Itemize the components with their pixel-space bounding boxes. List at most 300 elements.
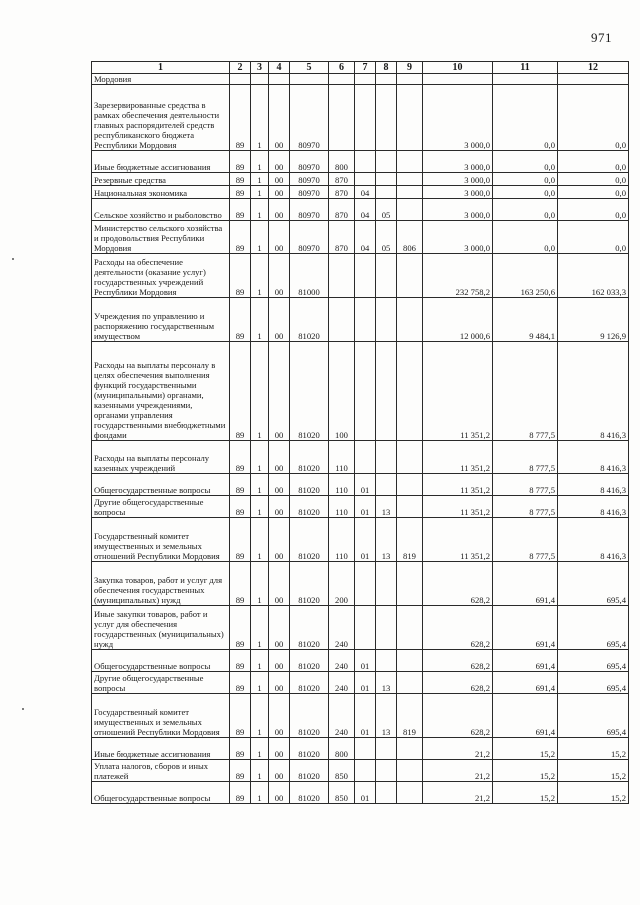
amount-col-12: 695,4 [558,562,629,606]
code-target: 81020 [290,562,329,606]
code-subchapter [376,474,397,496]
code-section-1: 1 [251,650,269,672]
code-ministry: 819 [397,518,423,562]
code-expense-type: 800 [329,738,355,760]
code-chapter [355,254,376,298]
code-ministry [397,342,423,441]
code-section-2: 00 [269,221,290,254]
amount-col-11: 15,2 [493,738,558,760]
item-name: Государственный комитет имущественных и земельных отношений Республики Мордовия [92,694,230,738]
code-target: 80970 [290,85,329,151]
amount-col-11: 0,0 [493,186,558,199]
code-section-2: 00 [269,186,290,199]
code-section-2: 00 [269,85,290,151]
page-number: 971 [591,30,612,45]
code-expense-type: 110 [329,441,355,474]
code-chapter: 04 [355,186,376,199]
amount-col-12: 695,4 [558,606,629,650]
amount-col-11: 15,2 [493,760,558,782]
amount-col-10: 628,2 [423,606,493,650]
table-row [92,186,629,199]
amount-col-10: 11 351,2 [423,342,493,441]
code-chapter: 01 [355,782,376,804]
table-row [92,562,629,606]
amount-col-12: 0,0 [558,173,629,186]
table-row [92,672,629,694]
code-subchapter [376,562,397,606]
code-subchapter: 13 [376,518,397,562]
code-section-1: 1 [251,496,269,518]
table-row [92,199,629,221]
amount-col-11: 691,4 [493,672,558,694]
code-grbs: 89 [230,562,251,606]
code-target: 81020 [290,518,329,562]
code-target: 81020 [290,650,329,672]
amount-col-11: 8 777,5 [493,474,558,496]
item-name: Расходы на выплаты персоналу казенных учреждений [92,441,230,474]
amount-col-11: 691,4 [493,562,558,606]
code-chapter [355,298,376,342]
code-section-2: 00 [269,441,290,474]
scan-speck [22,708,24,710]
amount-col-10: 232 758,2 [423,254,493,298]
code-section-2: 00 [269,738,290,760]
column-number-row [92,62,629,74]
code-chapter [355,738,376,760]
column-header: 5 [290,62,329,74]
code-subchapter: 13 [376,496,397,518]
code-grbs: 89 [230,760,251,782]
code-chapter: 01 [355,496,376,518]
code-ministry: 806 [397,221,423,254]
amount-col-10: 3 000,0 [423,221,493,254]
code-target: 81020 [290,441,329,474]
code-subchapter: 13 [376,672,397,694]
code-expense-type: 110 [329,474,355,496]
code-section-1: 1 [251,782,269,804]
item-name: Сельское хозяйство и рыболовство [92,199,230,221]
code-subchapter [376,186,397,199]
amount-col-10: 11 351,2 [423,474,493,496]
amount-col-10: 12 000,6 [423,298,493,342]
amount-col-12: 0,0 [558,199,629,221]
item-name: Иные закупки товаров, работ и услуг для обеспечения государственных (муниципальных) нужд [92,606,230,650]
code-section-1: 1 [251,151,269,173]
code-section-1: 1 [251,186,269,199]
code-expense-type [329,254,355,298]
column-header: 8 [376,62,397,74]
item-name: Иные бюджетные ассигнования [92,738,230,760]
scan-speck [12,258,14,260]
table-row [92,606,629,650]
amount-col-12: 0,0 [558,85,629,151]
amount-col-12: 8 416,3 [558,441,629,474]
code-ministry [397,254,423,298]
column-header: 12 [558,62,629,74]
item-name: Мордовия [92,74,230,85]
code-section-2: 00 [269,173,290,186]
code-chapter: 01 [355,650,376,672]
code-grbs: 89 [230,298,251,342]
code-target: 81000 [290,254,329,298]
column-header: 10 [423,62,493,74]
code-section-2: 00 [269,298,290,342]
item-name: Расходы на выплаты персоналу в целях обеспечения выполнения функций государственными (муниципальными) органами, казенными учреждениями, органами управления государственными внебюджетными фондами [92,342,230,441]
code-expense-type: 240 [329,672,355,694]
amount-col-10: 628,2 [423,650,493,672]
code-grbs: 89 [230,672,251,694]
code-expense-type: 870 [329,186,355,199]
code-subchapter [376,760,397,782]
column-header: 4 [269,62,290,74]
amount-col-12: 0,0 [558,221,629,254]
code-chapter: 01 [355,672,376,694]
code-section-1: 1 [251,173,269,186]
code-grbs: 89 [230,518,251,562]
amount-col-10: 11 351,2 [423,518,493,562]
code-grbs [230,74,251,85]
code-target: 80970 [290,186,329,199]
amount-col-10: 11 351,2 [423,441,493,474]
amount-col-11: 0,0 [493,173,558,186]
code-section-1: 1 [251,199,269,221]
code-section-1: 1 [251,672,269,694]
amount-col-12: 15,2 [558,782,629,804]
code-grbs: 89 [230,650,251,672]
amount-col-11: 0,0 [493,151,558,173]
code-section-2: 00 [269,606,290,650]
code-section-1: 1 [251,342,269,441]
code-target: 80970 [290,173,329,186]
amount-col-12: 0,0 [558,151,629,173]
code-ministry [397,85,423,151]
code-chapter [355,74,376,85]
code-section-2: 00 [269,254,290,298]
code-subchapter [376,650,397,672]
code-section-1: 1 [251,474,269,496]
item-name: Расходы на обеспечение деятельности (оказание услуг) государственных учреждений Республики Мордовия [92,254,230,298]
code-ministry [397,562,423,606]
code-section-1: 1 [251,221,269,254]
code-subchapter [376,738,397,760]
code-grbs: 89 [230,496,251,518]
item-name: Уплата налогов, сборов и иных платежей [92,760,230,782]
code-expense-type: 240 [329,694,355,738]
code-ministry [397,760,423,782]
code-section-1: 1 [251,441,269,474]
amount-col-12: 8 416,3 [558,518,629,562]
table-row [92,221,629,254]
amount-col-11: 15,2 [493,782,558,804]
code-grbs: 89 [230,199,251,221]
code-subchapter [376,606,397,650]
column-header: 7 [355,62,376,74]
budget-table [91,61,629,804]
code-grbs: 89 [230,342,251,441]
code-target: 81020 [290,606,329,650]
item-name: Общегосударственные вопросы [92,650,230,672]
code-section-2: 00 [269,474,290,496]
code-ministry [397,151,423,173]
item-name: Учреждения по управлению и распоряжению государственным имуществом [92,298,230,342]
amount-col-10: 3 000,0 [423,173,493,186]
code-expense-type: 870 [329,199,355,221]
code-expense-type [329,85,355,151]
code-expense-type: 110 [329,496,355,518]
table-row [92,173,629,186]
code-ministry [397,650,423,672]
table-row [92,441,629,474]
amount-col-10: 3 000,0 [423,186,493,199]
code-subchapter [376,74,397,85]
code-subchapter [376,298,397,342]
code-ministry [397,74,423,85]
code-ministry [397,496,423,518]
code-grbs: 89 [230,694,251,738]
code-subchapter: 13 [376,694,397,738]
code-expense-type: 870 [329,221,355,254]
code-expense-type: 110 [329,518,355,562]
code-grbs: 89 [230,782,251,804]
code-section-1 [251,74,269,85]
code-ministry [397,738,423,760]
code-chapter: 04 [355,221,376,254]
amount-col-11: 691,4 [493,650,558,672]
amount-col-12: 8 416,3 [558,496,629,518]
code-expense-type: 240 [329,606,355,650]
code-chapter [355,342,376,441]
table-row [92,298,629,342]
code-subchapter [376,254,397,298]
code-grbs: 89 [230,221,251,254]
code-section-1: 1 [251,694,269,738]
code-ministry [397,298,423,342]
code-chapter: 04 [355,199,376,221]
amount-col-12: 695,4 [558,694,629,738]
code-target [290,74,329,85]
amount-col-11: 8 777,5 [493,518,558,562]
code-expense-type [329,74,355,85]
code-grbs: 89 [230,173,251,186]
table-row [92,694,629,738]
code-section-2: 00 [269,518,290,562]
item-name: Закупка товаров, работ и услуг для обеспечения государственных (муниципальных) нужд [92,562,230,606]
code-grbs: 89 [230,738,251,760]
code-expense-type: 100 [329,342,355,441]
code-target: 81020 [290,760,329,782]
item-name: Министерство сельского хозяйства и продовольствия Республики Мордовия [92,221,230,254]
item-name: Национальная экономика [92,186,230,199]
code-target: 80970 [290,221,329,254]
column-header: 6 [329,62,355,74]
code-chapter [355,173,376,186]
amount-col-10: 628,2 [423,672,493,694]
code-subchapter [376,342,397,441]
code-section-2: 00 [269,496,290,518]
code-target: 81020 [290,738,329,760]
code-ministry [397,441,423,474]
table-row [92,738,629,760]
code-target: 81020 [290,496,329,518]
code-ministry [397,199,423,221]
code-chapter: 01 [355,694,376,738]
amount-col-10: 628,2 [423,562,493,606]
code-ministry [397,782,423,804]
code-ministry [397,186,423,199]
table-row [92,518,629,562]
code-target: 80970 [290,199,329,221]
column-header: 9 [397,62,423,74]
code-expense-type: 870 [329,173,355,186]
code-chapter: 01 [355,474,376,496]
amount-col-11: 9 484,1 [493,298,558,342]
column-header: 11 [493,62,558,74]
code-subchapter: 05 [376,199,397,221]
table-row [92,342,629,441]
amount-col-11: 8 777,5 [493,441,558,474]
code-chapter [355,606,376,650]
table-row [92,254,629,298]
code-target: 81020 [290,474,329,496]
code-section-1: 1 [251,85,269,151]
code-chapter [355,441,376,474]
code-ministry [397,474,423,496]
code-target: 81020 [290,298,329,342]
item-name: Государственный комитет имущественных и земельных отношений Республики Мордовия [92,518,230,562]
code-section-2: 00 [269,562,290,606]
code-section-2: 00 [269,760,290,782]
code-chapter [355,562,376,606]
item-name: Другие общегосударственные вопросы [92,496,230,518]
code-section-1: 1 [251,298,269,342]
code-grbs: 89 [230,85,251,151]
code-section-1: 1 [251,562,269,606]
amount-col-12: 9 126,9 [558,298,629,342]
item-name: Резервные средства [92,173,230,186]
amount-col-10: 11 351,2 [423,496,493,518]
amount-col-12: 0,0 [558,186,629,199]
code-grbs: 89 [230,254,251,298]
code-subchapter [376,441,397,474]
code-chapter [355,85,376,151]
amount-col-11: 691,4 [493,694,558,738]
code-section-2: 00 [269,694,290,738]
code-expense-type [329,298,355,342]
table-row [92,74,629,85]
code-subchapter [376,85,397,151]
column-header: 3 [251,62,269,74]
code-expense-type: 240 [329,650,355,672]
amount-col-12: 695,4 [558,672,629,694]
code-ministry [397,606,423,650]
amount-col-12: 15,2 [558,760,629,782]
table-row [92,782,629,804]
column-header: 2 [230,62,251,74]
amount-col-11: 0,0 [493,85,558,151]
amount-col-10: 3 000,0 [423,199,493,221]
code-subchapter [376,173,397,186]
table-row [92,474,629,496]
item-name: Зарезервированные средства в рамках обеспечения деятельности главных распорядителей средств республиканского бюджета Республики Мордовия [92,85,230,151]
code-chapter [355,151,376,173]
code-target: 81020 [290,342,329,441]
amount-col-12: 8 416,3 [558,342,629,441]
amount-col-10 [423,74,493,85]
code-chapter [355,760,376,782]
code-section-2: 00 [269,342,290,441]
code-ministry [397,173,423,186]
table-row [92,496,629,518]
amount-col-10: 3 000,0 [423,85,493,151]
code-expense-type: 850 [329,760,355,782]
code-section-2: 00 [269,151,290,173]
table-row [92,85,629,151]
amount-col-11 [493,74,558,85]
code-section-2: 00 [269,782,290,804]
code-section-1: 1 [251,738,269,760]
code-section-1: 1 [251,254,269,298]
amount-col-10: 21,2 [423,760,493,782]
amount-col-11: 8 777,5 [493,342,558,441]
code-subchapter [376,151,397,173]
code-target: 81020 [290,672,329,694]
code-target: 81020 [290,782,329,804]
code-target: 81020 [290,694,329,738]
amount-col-12: 695,4 [558,650,629,672]
code-grbs: 89 [230,151,251,173]
code-section-1: 1 [251,518,269,562]
code-subchapter: 05 [376,221,397,254]
amount-col-10: 628,2 [423,694,493,738]
code-chapter: 01 [355,518,376,562]
amount-col-10: 3 000,0 [423,151,493,173]
item-name: Иные бюджетные ассигнования [92,151,230,173]
code-expense-type: 800 [329,151,355,173]
amount-col-11: 8 777,5 [493,496,558,518]
code-grbs: 89 [230,186,251,199]
code-section-2 [269,74,290,85]
code-section-2: 00 [269,650,290,672]
amount-col-10: 21,2 [423,782,493,804]
code-section-2: 00 [269,199,290,221]
code-subchapter [376,782,397,804]
code-grbs: 89 [230,474,251,496]
amount-col-12: 8 416,3 [558,474,629,496]
amount-col-12: 15,2 [558,738,629,760]
column-header: 1 [92,62,230,74]
code-ministry: 819 [397,694,423,738]
amount-col-10: 21,2 [423,738,493,760]
code-section-1: 1 [251,606,269,650]
amount-col-11: 0,0 [493,221,558,254]
code-ministry [397,672,423,694]
amount-col-11: 691,4 [493,606,558,650]
code-expense-type: 850 [329,782,355,804]
code-grbs: 89 [230,441,251,474]
amount-col-12: 162 033,3 [558,254,629,298]
code-section-1: 1 [251,760,269,782]
item-name: Общегосударственные вопросы [92,474,230,496]
code-section-2: 00 [269,672,290,694]
item-name: Другие общегосударственные вопросы [92,672,230,694]
table-row [92,650,629,672]
table-row [92,760,629,782]
table-row [92,151,629,173]
code-grbs: 89 [230,606,251,650]
amount-col-11: 0,0 [493,199,558,221]
code-expense-type: 200 [329,562,355,606]
amount-col-11: 163 250,6 [493,254,558,298]
